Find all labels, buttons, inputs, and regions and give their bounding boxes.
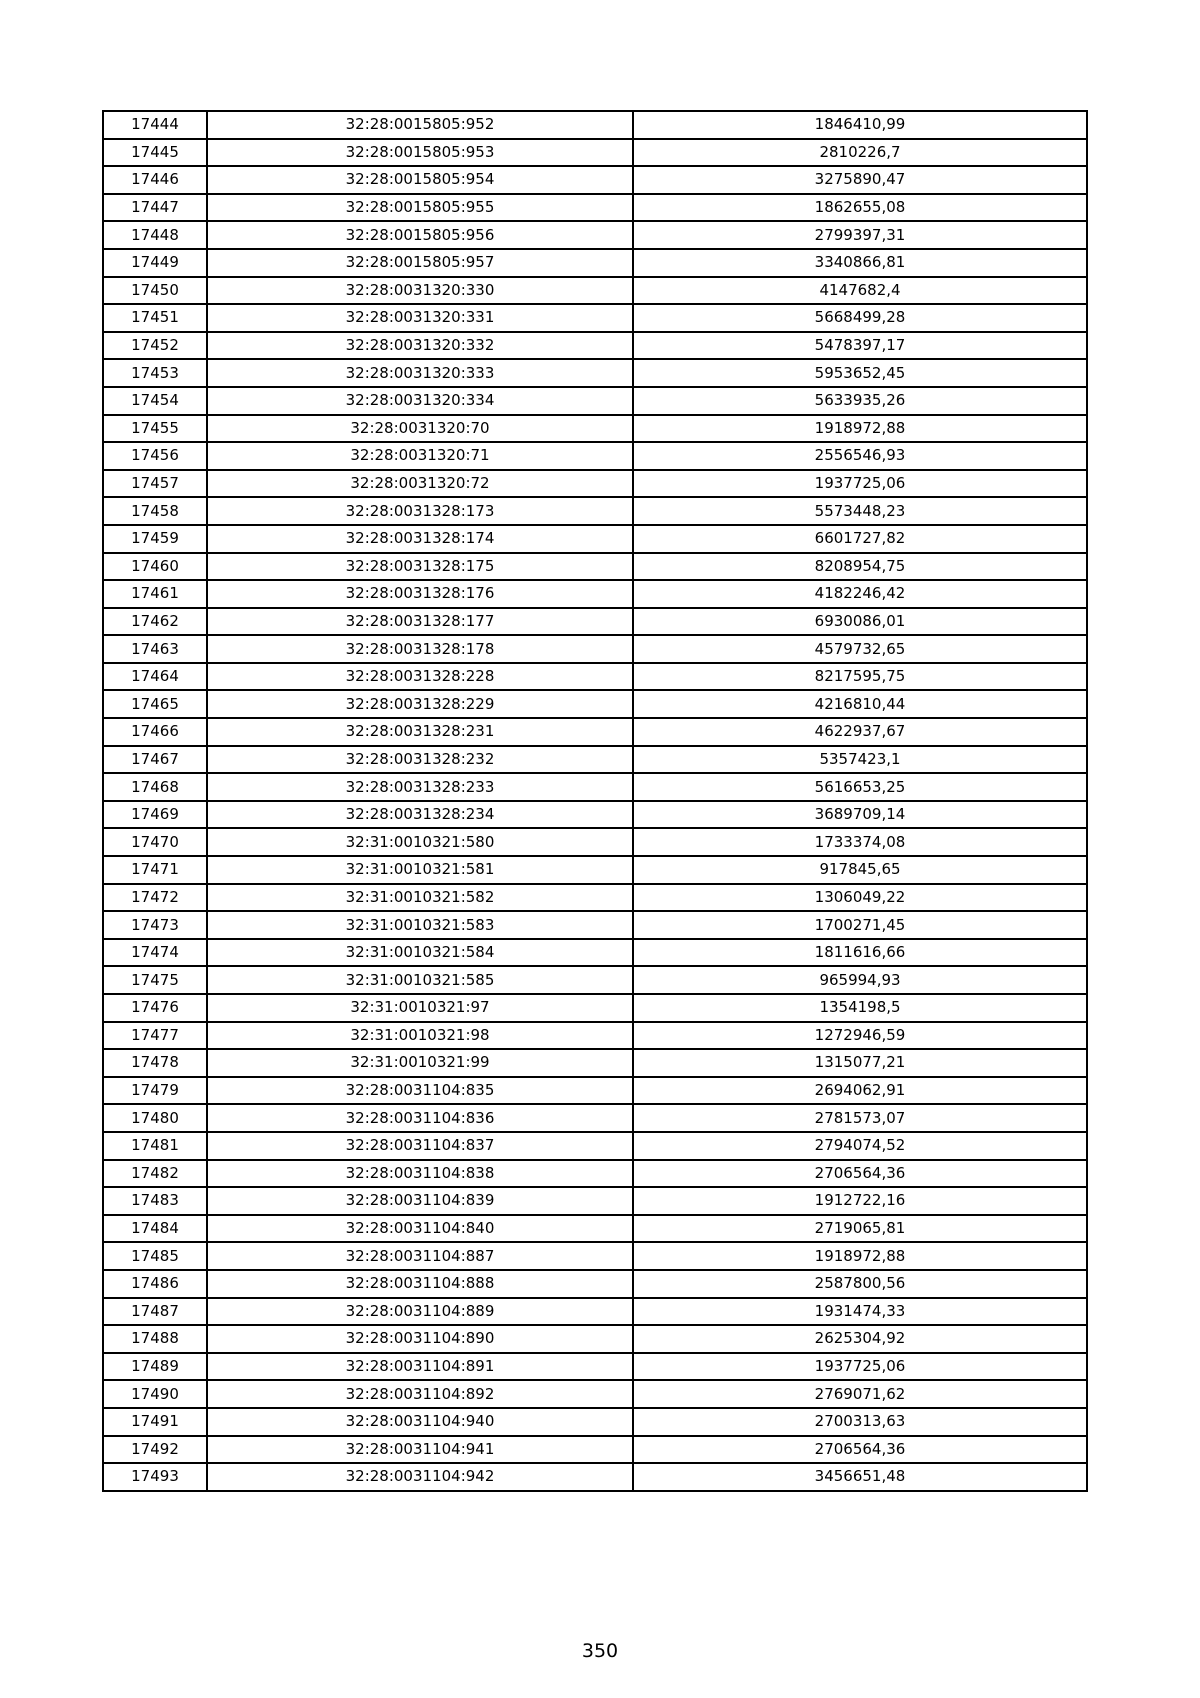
cadastral-value-cell: 2719065,81 <box>633 1215 1087 1243</box>
table-row <box>103 1242 1087 1270</box>
table-row <box>103 1187 1087 1215</box>
table-row <box>103 249 1087 277</box>
cadastral-number-cell: 32:31:0010321:580 <box>207 828 633 856</box>
row-number-cell: 17450 <box>103 277 207 305</box>
cadastral-number-cell: 32:28:0031328:173 <box>207 497 633 525</box>
table-row <box>103 525 1087 553</box>
cadastral-value-cell: 1918972,88 <box>633 415 1087 443</box>
table-row <box>103 718 1087 746</box>
row-number-cell: 17458 <box>103 497 207 525</box>
page-number: 350 <box>581 1640 619 1662</box>
cadastral-value-cell: 2625304,92 <box>633 1325 1087 1353</box>
cadastral-value-cell: 3689709,14 <box>633 801 1087 829</box>
cadastral-value-table <box>102 110 1088 1492</box>
cadastral-value-cell: 1937725,06 <box>633 1353 1087 1381</box>
table-row <box>103 966 1087 994</box>
row-number-cell: 17463 <box>103 635 207 663</box>
cadastral-number-cell: 32:28:0031328:232 <box>207 746 633 774</box>
cadastral-value-cell: 2556546,93 <box>633 442 1087 470</box>
cadastral-value-cell: 1918972,88 <box>633 1242 1087 1270</box>
row-number-cell: 17482 <box>103 1160 207 1188</box>
row-number-cell: 17478 <box>103 1049 207 1077</box>
cadastral-number-cell: 32:28:0031104:839 <box>207 1187 633 1215</box>
cadastral-number-cell: 32:28:0031104:887 <box>207 1242 633 1270</box>
cadastral-value-cell: 1912722,16 <box>633 1187 1087 1215</box>
row-number-cell: 17480 <box>103 1104 207 1132</box>
cadastral-number-cell: 32:31:0010321:581 <box>207 856 633 884</box>
cadastral-value-cell: 2694062,91 <box>633 1077 1087 1105</box>
cadastral-number-cell: 32:28:0031104:941 <box>207 1436 633 1464</box>
cadastral-number-cell: 32:28:0031104:942 <box>207 1463 633 1491</box>
cadastral-value-cell: 5478397,17 <box>633 332 1087 360</box>
table-row <box>103 746 1087 774</box>
row-number-cell: 17461 <box>103 580 207 608</box>
row-number-cell: 17490 <box>103 1380 207 1408</box>
row-number-cell: 17451 <box>103 304 207 332</box>
cadastral-value-cell: 5357423,1 <box>633 746 1087 774</box>
cadastral-number-cell: 32:28:0031328:231 <box>207 718 633 746</box>
cadastral-value-cell: 3275890,47 <box>633 166 1087 194</box>
cadastral-value-cell: 5953652,45 <box>633 359 1087 387</box>
table-row <box>103 856 1087 884</box>
row-number-cell: 17489 <box>103 1353 207 1381</box>
cadastral-number-cell: 32:28:0031320:332 <box>207 332 633 360</box>
table-row <box>103 332 1087 360</box>
cadastral-value-cell: 8208954,75 <box>633 553 1087 581</box>
row-number-cell: 17467 <box>103 746 207 774</box>
cadastral-number-cell: 32:28:0015805:956 <box>207 221 633 249</box>
row-number-cell: 17453 <box>103 359 207 387</box>
row-number-cell: 17491 <box>103 1408 207 1436</box>
cadastral-number-cell: 32:28:0015805:957 <box>207 249 633 277</box>
table-row <box>103 277 1087 305</box>
cadastral-value-cell: 1700271,45 <box>633 911 1087 939</box>
cadastral-number-cell: 32:28:0015805:953 <box>207 139 633 167</box>
cadastral-value-cell: 5668499,28 <box>633 304 1087 332</box>
row-number-cell: 17455 <box>103 415 207 443</box>
cadastral-value-cell: 1733374,08 <box>633 828 1087 856</box>
row-number-cell: 17485 <box>103 1242 207 1270</box>
table-row <box>103 1325 1087 1353</box>
row-number-cell: 17493 <box>103 1463 207 1491</box>
row-number-cell: 17475 <box>103 966 207 994</box>
cadastral-number-cell: 32:31:0010321:99 <box>207 1049 633 1077</box>
table-row <box>103 1463 1087 1491</box>
cadastral-number-cell: 32:31:0010321:584 <box>207 939 633 967</box>
row-number-cell: 17477 <box>103 1022 207 1050</box>
table-row <box>103 608 1087 636</box>
table-row <box>103 111 1087 139</box>
cadastral-number-cell: 32:28:0031328:178 <box>207 635 633 663</box>
table-row <box>103 1132 1087 1160</box>
table-row <box>103 497 1087 525</box>
table-row <box>103 1270 1087 1298</box>
table-row <box>103 359 1087 387</box>
row-number-cell: 17460 <box>103 553 207 581</box>
cadastral-number-cell: 32:28:0031328:229 <box>207 690 633 718</box>
table-row <box>103 635 1087 663</box>
table-row <box>103 1436 1087 1464</box>
cadastral-number-cell: 32:28:0031104:836 <box>207 1104 633 1132</box>
cadastral-value-cell: 1931474,33 <box>633 1298 1087 1326</box>
row-number-cell: 17456 <box>103 442 207 470</box>
cadastral-number-cell: 32:28:0031104:888 <box>207 1270 633 1298</box>
table-row <box>103 1380 1087 1408</box>
row-number-cell: 17449 <box>103 249 207 277</box>
row-number-cell: 17479 <box>103 1077 207 1105</box>
cadastral-number-cell: 32:31:0010321:97 <box>207 994 633 1022</box>
table-row <box>103 221 1087 249</box>
table-row <box>103 884 1087 912</box>
cadastral-number-cell: 32:28:0031328:175 <box>207 553 633 581</box>
cadastral-number-cell: 32:31:0010321:98 <box>207 1022 633 1050</box>
cadastral-value-cell: 5616653,25 <box>633 773 1087 801</box>
table-row <box>103 801 1087 829</box>
table-row <box>103 1049 1087 1077</box>
row-number-cell: 17469 <box>103 801 207 829</box>
row-number-cell: 17473 <box>103 911 207 939</box>
table-row <box>103 580 1087 608</box>
cadastral-number-cell: 32:28:0031328:234 <box>207 801 633 829</box>
row-number-cell: 17476 <box>103 994 207 1022</box>
row-number-cell: 17492 <box>103 1436 207 1464</box>
cadastral-value-cell: 3340866,81 <box>633 249 1087 277</box>
row-number-cell: 17483 <box>103 1187 207 1215</box>
row-number-cell: 17462 <box>103 608 207 636</box>
row-number-cell: 17488 <box>103 1325 207 1353</box>
table-row <box>103 1160 1087 1188</box>
table-row <box>103 1215 1087 1243</box>
cadastral-value-cell: 1306049,22 <box>633 884 1087 912</box>
cadastral-value-cell: 5573448,23 <box>633 497 1087 525</box>
cadastral-value-cell: 2706564,36 <box>633 1436 1087 1464</box>
cadastral-number-cell: 32:31:0010321:582 <box>207 884 633 912</box>
cadastral-number-cell: 32:28:0031320:331 <box>207 304 633 332</box>
table-row <box>103 442 1087 470</box>
table-row <box>103 1408 1087 1436</box>
table-row <box>103 663 1087 691</box>
cadastral-number-cell: 32:28:0031328:233 <box>207 773 633 801</box>
row-number-cell: 17474 <box>103 939 207 967</box>
row-number-cell: 17454 <box>103 387 207 415</box>
cadastral-value-cell: 2781573,07 <box>633 1104 1087 1132</box>
table-row <box>103 828 1087 856</box>
row-number-cell: 17466 <box>103 718 207 746</box>
row-number-cell: 17444 <box>103 111 207 139</box>
row-number-cell: 17446 <box>103 166 207 194</box>
row-number-cell: 17468 <box>103 773 207 801</box>
cadastral-number-cell: 32:28:0015805:954 <box>207 166 633 194</box>
cadastral-value-cell: 1846410,99 <box>633 111 1087 139</box>
row-number-cell: 17459 <box>103 525 207 553</box>
row-number-cell: 17447 <box>103 194 207 222</box>
cadastral-number-cell: 32:28:0031104:840 <box>207 1215 633 1243</box>
row-number-cell: 17472 <box>103 884 207 912</box>
cadastral-number-cell: 32:28:0031320:334 <box>207 387 633 415</box>
cadastral-value-cell: 1862655,08 <box>633 194 1087 222</box>
table-row <box>103 194 1087 222</box>
cadastral-value-cell: 2810226,7 <box>633 139 1087 167</box>
cadastral-value-cell: 8217595,75 <box>633 663 1087 691</box>
cadastral-number-cell: 32:28:0031328:176 <box>207 580 633 608</box>
cadastral-number-cell: 32:28:0031104:835 <box>207 1077 633 1105</box>
cadastral-value-cell: 4147682,4 <box>633 277 1087 305</box>
cadastral-value-cell: 4622937,67 <box>633 718 1087 746</box>
cadastral-value-cell: 2794074,52 <box>633 1132 1087 1160</box>
cadastral-value-cell: 1354198,5 <box>633 994 1087 1022</box>
cadastral-value-cell: 6930086,01 <box>633 608 1087 636</box>
cadastral-number-cell: 32:28:0015805:955 <box>207 194 633 222</box>
cadastral-value-cell: 3456651,48 <box>633 1463 1087 1491</box>
row-number-cell: 17484 <box>103 1215 207 1243</box>
cadastral-value-cell: 1937725,06 <box>633 470 1087 498</box>
table-row <box>103 553 1087 581</box>
cadastral-value-cell: 917845,65 <box>633 856 1087 884</box>
cadastral-number-cell: 32:28:0031104:889 <box>207 1298 633 1326</box>
cadastral-number-cell: 32:28:0031320:333 <box>207 359 633 387</box>
cadastral-value-cell: 4182246,42 <box>633 580 1087 608</box>
cadastral-number-cell: 32:28:0031104:890 <box>207 1325 633 1353</box>
row-number-cell: 17452 <box>103 332 207 360</box>
table-row <box>103 139 1087 167</box>
table-row <box>103 415 1087 443</box>
row-number-cell: 17471 <box>103 856 207 884</box>
table-row <box>103 304 1087 332</box>
table-row <box>103 1104 1087 1132</box>
table-row <box>103 939 1087 967</box>
cadastral-number-cell: 32:28:0031104:892 <box>207 1380 633 1408</box>
cadastral-value-cell: 1272946,59 <box>633 1022 1087 1050</box>
cadastral-number-cell: 32:28:0031320:72 <box>207 470 633 498</box>
row-number-cell: 17465 <box>103 690 207 718</box>
cadastral-number-cell: 32:28:0031320:70 <box>207 415 633 443</box>
cadastral-number-cell: 32:28:0031104:837 <box>207 1132 633 1160</box>
table-row <box>103 1022 1087 1050</box>
row-number-cell: 17457 <box>103 470 207 498</box>
cadastral-number-cell: 32:28:0031328:228 <box>207 663 633 691</box>
cadastral-value-cell: 965994,93 <box>633 966 1087 994</box>
cadastral-value-cell: 5633935,26 <box>633 387 1087 415</box>
cadastral-number-cell: 32:28:0015805:952 <box>207 111 633 139</box>
cadastral-number-cell: 32:28:0031104:940 <box>207 1408 633 1436</box>
table-row <box>103 387 1087 415</box>
row-number-cell: 17481 <box>103 1132 207 1160</box>
row-number-cell: 17448 <box>103 221 207 249</box>
row-number-cell: 17486 <box>103 1270 207 1298</box>
table-row <box>103 911 1087 939</box>
cadastral-number-cell: 32:28:0031104:891 <box>207 1353 633 1381</box>
cadastral-value-cell: 2769071,62 <box>633 1380 1087 1408</box>
cadastral-number-cell: 32:28:0031328:177 <box>207 608 633 636</box>
cadastral-number-cell: 32:31:0010321:585 <box>207 966 633 994</box>
cadastral-number-cell: 32:31:0010321:583 <box>207 911 633 939</box>
cadastral-value-cell: 2700313,63 <box>633 1408 1087 1436</box>
cadastral-value-cell: 2799397,31 <box>633 221 1087 249</box>
row-number-cell: 17445 <box>103 139 207 167</box>
table-row <box>103 1077 1087 1105</box>
table-row <box>103 470 1087 498</box>
cadastral-value-cell: 1315077,21 <box>633 1049 1087 1077</box>
cadastral-value-cell: 2587800,56 <box>633 1270 1087 1298</box>
cadastral-value-cell: 1811616,66 <box>633 939 1087 967</box>
table-row <box>103 773 1087 801</box>
cadastral-number-cell: 32:28:0031320:330 <box>207 277 633 305</box>
table-row <box>103 690 1087 718</box>
cadastral-number-cell: 32:28:0031104:838 <box>207 1160 633 1188</box>
row-number-cell: 17470 <box>103 828 207 856</box>
table-row <box>103 994 1087 1022</box>
cadastral-value-cell: 2706564,36 <box>633 1160 1087 1188</box>
row-number-cell: 17487 <box>103 1298 207 1326</box>
table-body <box>103 111 1087 1491</box>
cadastral-value-cell: 4216810,44 <box>633 690 1087 718</box>
table-row <box>103 166 1087 194</box>
cadastral-number-cell: 32:28:0031328:174 <box>207 525 633 553</box>
cadastral-value-cell: 6601727,82 <box>633 525 1087 553</box>
table-row <box>103 1298 1087 1326</box>
cadastral-number-cell: 32:28:0031320:71 <box>207 442 633 470</box>
cadastral-value-cell: 4579732,65 <box>633 635 1087 663</box>
row-number-cell: 17464 <box>103 663 207 691</box>
table-row <box>103 1353 1087 1381</box>
